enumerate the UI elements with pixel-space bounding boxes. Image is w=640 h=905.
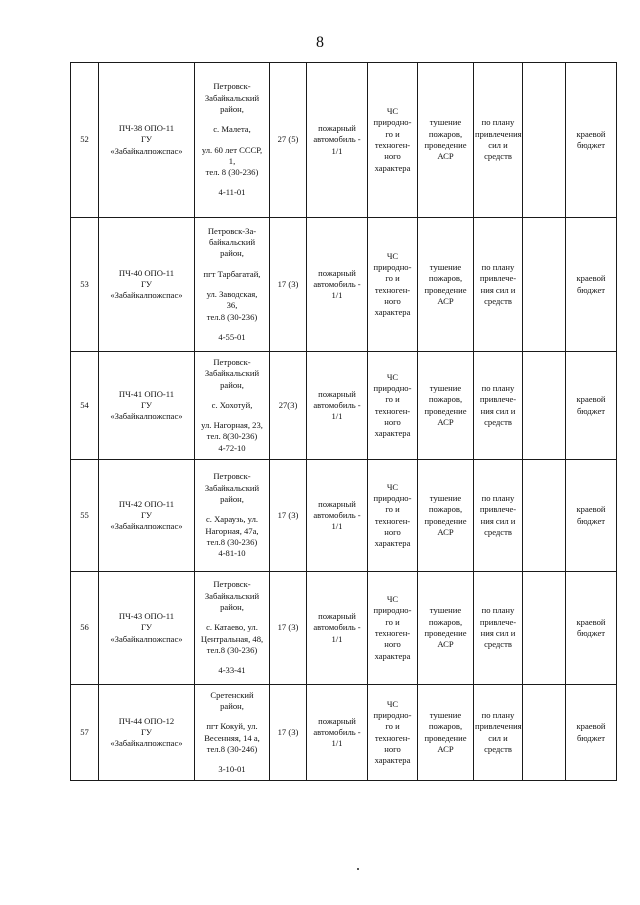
cell-line: ЧС	[386, 250, 399, 261]
cell-line: природно-	[373, 382, 412, 393]
line-gap	[196, 505, 268, 514]
cell-line: проведение	[424, 405, 467, 416]
cell-line: характера	[374, 307, 411, 318]
cell-line: природно-	[373, 605, 412, 616]
equipment-info	[307, 685, 368, 781]
unit-tasks	[418, 685, 474, 781]
cell-line: характера	[374, 755, 411, 766]
cell-line: тушение	[429, 261, 462, 272]
cell-line: пожарный	[318, 611, 356, 622]
cell-line: го и	[385, 616, 400, 627]
cell-line: 4-11-01	[218, 187, 246, 198]
cell-line: тушение	[429, 492, 462, 503]
cell-line: бюджет	[576, 628, 606, 638]
cell-line: ПЧ-41 ОПО-11	[118, 388, 175, 399]
cell-line: средств	[484, 151, 512, 162]
cell-line: краевой	[576, 394, 606, 405]
cell-line: АСР	[437, 743, 454, 754]
cell-line: по плану	[481, 605, 515, 616]
table-row	[71, 63, 617, 218]
cell-line: ного	[384, 416, 401, 427]
cell-line: ного	[384, 151, 401, 162]
cell-line: 1/1	[331, 633, 343, 644]
cell-line: краевой	[576, 616, 606, 627]
cell-line: 4-72-10	[218, 442, 246, 453]
cell-line: ного	[384, 295, 401, 306]
cell-line: ГУ	[140, 399, 153, 410]
cell-line: район,	[220, 103, 244, 114]
row-number: 57	[71, 685, 99, 781]
cell-line: техноген-	[374, 515, 411, 526]
cell-line: ПЧ-44 ОПО-12	[118, 715, 175, 726]
fire-unit-name	[99, 218, 195, 352]
cell-line: тел.8 (30-236)	[206, 536, 258, 547]
cell-line: 1/1	[331, 738, 343, 749]
cell-line: проведение	[424, 732, 467, 743]
cell-line: с. Хохотуй,	[211, 399, 253, 410]
cell-line: ГУ	[140, 622, 153, 633]
cell-line: проведение	[424, 515, 467, 526]
empty-cell	[523, 218, 566, 352]
cell-line: район,	[220, 700, 244, 711]
fire-unit-name	[99, 63, 195, 218]
cell-line: пожаров,	[428, 128, 463, 139]
engagement-procedure	[474, 460, 523, 572]
unit-address	[195, 572, 270, 685]
cell-line: проведение	[424, 140, 467, 150]
cell-line: ного	[384, 639, 401, 650]
cell-line: пожаров,	[428, 394, 463, 405]
fire-unit-name	[99, 685, 195, 781]
cell-line: ул. 60 лет СССР,	[201, 144, 263, 155]
cell-line: 1/1	[331, 145, 343, 156]
emergency-type	[368, 572, 418, 685]
cell-line: природно-	[373, 117, 412, 128]
cell-line: Центральная, 48,	[200, 633, 264, 644]
cell-line: 3-10-01	[218, 764, 246, 775]
cell-line: с. Малета,	[213, 124, 251, 135]
cell-line: район,	[220, 248, 244, 259]
emergency-type	[368, 352, 418, 460]
table-row	[71, 572, 617, 685]
empty-cell	[523, 63, 566, 218]
cell-line: пожаров,	[428, 504, 463, 515]
cell-line: Петровск-	[213, 81, 251, 92]
funding-source	[566, 685, 617, 781]
row-number: 55	[71, 460, 99, 572]
cell-line: ния сил и	[480, 405, 516, 416]
cell-line: го и	[385, 394, 400, 405]
cell-line: 1/1	[331, 521, 343, 532]
cell-line: проведение	[424, 628, 467, 638]
cell-line: 1/1	[331, 290, 343, 301]
staff-count: 17 (3)	[270, 572, 307, 685]
cell-line: Забайкальский	[204, 92, 260, 103]
cell-line: средств	[484, 295, 512, 306]
cell-line: природно-	[373, 709, 412, 720]
cell-line: «Забайкалпожспас»	[110, 290, 183, 301]
equipment-info	[307, 63, 368, 218]
unit-tasks	[418, 572, 474, 685]
cell-line: ния сил и	[480, 515, 516, 526]
line-gap	[196, 656, 268, 665]
cell-line: средств	[484, 416, 512, 427]
cell-line: автомобиль -	[313, 134, 361, 145]
unit-address	[195, 352, 270, 460]
row-number: 54	[71, 352, 99, 460]
page-mark	[357, 868, 359, 870]
staff-count: 17 (3)	[270, 685, 307, 781]
cell-line: ЧС	[386, 594, 399, 605]
cell-line: го и	[385, 504, 400, 515]
equipment-info	[307, 572, 368, 685]
funding-source	[566, 572, 617, 685]
staff-count: 17 (3)	[270, 460, 307, 572]
cell-line: ГУ	[140, 134, 153, 145]
cell-line: краевой	[576, 128, 606, 139]
cell-line: АСР	[437, 151, 454, 162]
equipment-info	[307, 352, 368, 460]
cell-line: характера	[374, 428, 411, 439]
unit-tasks	[418, 218, 474, 352]
fire-unit-name	[99, 352, 195, 460]
cell-line: Забайкальский	[204, 590, 260, 601]
cell-line: пожарный	[318, 715, 356, 726]
page-number: 8	[316, 34, 324, 51]
cell-line: характера	[374, 650, 411, 661]
cell-line: ЧС	[386, 106, 399, 117]
cell-line: привлече-	[479, 504, 517, 515]
cell-line: байкальский	[208, 237, 256, 248]
funding-source	[566, 218, 617, 352]
cell-line: Забайкальский	[204, 482, 260, 493]
table-row	[71, 218, 617, 352]
line-gap	[196, 178, 268, 187]
cell-line: автомобиль -	[313, 509, 361, 520]
cell-line: «Забайкалпожспас»	[110, 633, 183, 644]
cell-line: по плану	[481, 709, 515, 720]
cell-line: по плану	[481, 117, 515, 128]
line-gap	[196, 136, 268, 145]
cell-line: ния сил и	[480, 284, 516, 295]
cell-line: АСР	[437, 526, 454, 537]
cell-line: «Забайкалпожспас»	[110, 411, 183, 422]
line-gap	[196, 280, 268, 289]
cell-line: го и	[385, 273, 400, 284]
cell-line: 1,	[228, 155, 236, 166]
cell-line: АСР	[437, 416, 454, 427]
staff-count: 27(3)	[270, 352, 307, 460]
cell-line: «Забайкалпожспас»	[110, 145, 183, 156]
cell-line: Петровск-	[213, 471, 251, 482]
unit-tasks	[418, 352, 474, 460]
empty-cell	[523, 460, 566, 572]
cell-line: 36,	[226, 300, 238, 311]
cell-line: автомобиль -	[313, 278, 361, 289]
cell-line: Петровск-	[213, 579, 251, 590]
cell-line: бюджет	[576, 140, 606, 150]
engagement-procedure	[474, 352, 523, 460]
cell-line: бюджет	[576, 515, 606, 526]
cell-line: АСР	[437, 639, 454, 650]
cell-line: техноген-	[374, 140, 411, 150]
empty-cell	[523, 685, 566, 781]
cell-line: проведение	[424, 284, 467, 295]
funding-source	[566, 460, 617, 572]
cell-line: привлече-	[479, 616, 517, 627]
cell-line: привлече-	[479, 273, 517, 284]
cell-line: средств	[484, 743, 512, 754]
cell-line: ул. Заводская,	[206, 289, 258, 299]
cell-line: пожарный	[318, 267, 356, 278]
cell-line: го и	[385, 128, 400, 139]
cell-line: тел.8 (30-236)	[206, 644, 258, 655]
cell-line: средств	[484, 526, 512, 537]
cell-line: 4-55-01	[218, 331, 246, 342]
engagement-procedure	[474, 63, 523, 218]
cell-line: ЧС	[386, 371, 399, 382]
cell-line: ЧС	[386, 481, 399, 492]
cell-line: ГУ	[140, 278, 153, 289]
emergency-type	[368, 685, 418, 781]
cell-line: средств	[484, 639, 512, 650]
cell-line: ПЧ-42 ОПО-11	[118, 498, 175, 509]
engagement-procedure	[474, 572, 523, 685]
cell-line: пожаров,	[428, 616, 463, 627]
cell-line: привлечения	[475, 721, 522, 732]
cell-line: бюджет	[576, 732, 606, 743]
line-gap	[196, 391, 268, 400]
cell-line: пожарный	[318, 123, 356, 134]
row-number: 52	[71, 63, 99, 218]
cell-line: бюджет	[576, 284, 606, 295]
line-gap	[196, 411, 268, 420]
cell-line: ПЧ-43 ОПО-11	[118, 611, 175, 622]
cell-line: краевой	[576, 504, 606, 515]
cell-line: привлечения	[475, 128, 522, 139]
staff-count: 17 (3)	[270, 218, 307, 352]
cell-line: район,	[220, 494, 244, 505]
emergency-type	[368, 218, 418, 352]
line-gap	[196, 613, 268, 622]
line-gap	[196, 712, 268, 721]
cell-line: ГУ	[140, 726, 153, 737]
unit-address	[195, 685, 270, 781]
cell-line: автомобиль -	[313, 399, 361, 410]
fire-unit-name	[99, 572, 195, 685]
cell-line: ного	[384, 743, 401, 754]
fire-unit-name	[99, 460, 195, 572]
cell-line: пожаров,	[428, 273, 463, 284]
cell-line: техноген-	[374, 405, 411, 416]
line-gap	[196, 260, 268, 269]
engagement-procedure	[474, 685, 523, 781]
cell-line: 4-81-10	[218, 548, 246, 559]
cell-line: 4-33-41	[218, 665, 246, 676]
cell-line: пожарный	[318, 498, 356, 509]
cell-line: «Забайкалпожспас»	[110, 738, 183, 749]
funding-source	[566, 352, 617, 460]
row-number: 56	[71, 572, 99, 685]
cell-line: го и	[385, 721, 400, 732]
cell-line: автомобиль -	[313, 622, 361, 633]
cell-line: пожаров,	[428, 721, 463, 732]
unit-address	[195, 460, 270, 572]
cell-line: характера	[374, 162, 411, 173]
cell-line: район,	[220, 379, 244, 390]
emergency-type	[368, 63, 418, 218]
emergency-type	[368, 460, 418, 572]
table-row	[71, 460, 617, 572]
cell-line: ного	[384, 526, 401, 537]
equipment-info	[307, 218, 368, 352]
cell-line: сил и	[488, 732, 508, 743]
cell-line: по плану	[481, 382, 515, 393]
cell-line: ПЧ-38 ОПО-11	[118, 123, 175, 134]
cell-line: «Забайкалпожспас»	[110, 521, 183, 532]
cell-line: с. Катаево, ул.	[206, 622, 258, 633]
unit-address	[195, 218, 270, 352]
table-row	[71, 352, 617, 460]
table-row	[71, 685, 617, 781]
cell-line: Забайкальский	[204, 368, 260, 379]
cell-line: техноген-	[374, 732, 411, 743]
cell-line: тушение	[429, 709, 462, 720]
cell-line: по плану	[481, 261, 515, 272]
cell-line: техноген-	[374, 628, 411, 638]
cell-line: ГУ	[140, 509, 153, 520]
cell-line: ЧС	[386, 698, 399, 709]
cell-line: пгт Тарбагатай,	[203, 268, 261, 279]
cell-line: тел.8 (30-236)	[206, 311, 258, 322]
empty-cell	[523, 572, 566, 685]
empty-cell	[523, 352, 566, 460]
line-gap	[196, 115, 268, 124]
cell-line: ПЧ-40 ОПО-11	[118, 267, 175, 278]
cell-line: Сретенский	[210, 689, 254, 700]
cell-line: Весенняя, 14 а,	[204, 732, 260, 743]
cell-line: тушение	[429, 382, 462, 393]
cell-line: сил и	[488, 140, 508, 150]
funding-source	[566, 63, 617, 218]
line-gap	[196, 323, 268, 332]
cell-line: тушение	[429, 605, 462, 616]
cell-line: Нагорная, 47а,	[205, 525, 259, 536]
cell-line: с. Хараузь, ул.	[205, 514, 259, 525]
cell-line: по плану	[481, 492, 515, 503]
cell-line: тел.8 (30-246)	[206, 743, 258, 754]
row-number: 53	[71, 218, 99, 352]
cell-line: привлече-	[479, 394, 517, 405]
unit-address	[195, 63, 270, 218]
unit-tasks	[418, 460, 474, 572]
cell-line: бюджет	[576, 405, 606, 416]
cell-line: природно-	[373, 492, 412, 503]
cell-line: тел. 8(30-236)	[206, 431, 258, 442]
cell-line: природно-	[373, 261, 412, 272]
cell-line: характера	[374, 538, 411, 549]
cell-line: краевой	[576, 273, 606, 284]
cell-line: Петровск-За-	[207, 225, 257, 236]
line-gap	[196, 755, 268, 764]
cell-line: 1/1	[331, 411, 343, 422]
cell-line: пгт Кокуй, ул.	[206, 721, 258, 732]
engagement-procedure	[474, 218, 523, 352]
cell-line: Петровск-	[213, 356, 251, 367]
fire-units-table	[70, 62, 617, 781]
cell-line: ния сил и	[480, 628, 516, 638]
cell-line: техноген-	[374, 284, 411, 295]
cell-line: тел. 8 (30-236)	[205, 167, 259, 178]
cell-line: тушение	[429, 117, 462, 128]
cell-line: пожарный	[318, 388, 356, 399]
cell-line: АСР	[437, 295, 454, 306]
cell-line: район,	[220, 602, 244, 613]
staff-count: 27 (5)	[270, 63, 307, 218]
cell-line: краевой	[576, 721, 606, 732]
unit-tasks	[418, 63, 474, 218]
cell-line: ул. Нагорная, 23,	[201, 420, 263, 431]
equipment-info	[307, 460, 368, 572]
cell-line: автомобиль -	[313, 726, 361, 737]
